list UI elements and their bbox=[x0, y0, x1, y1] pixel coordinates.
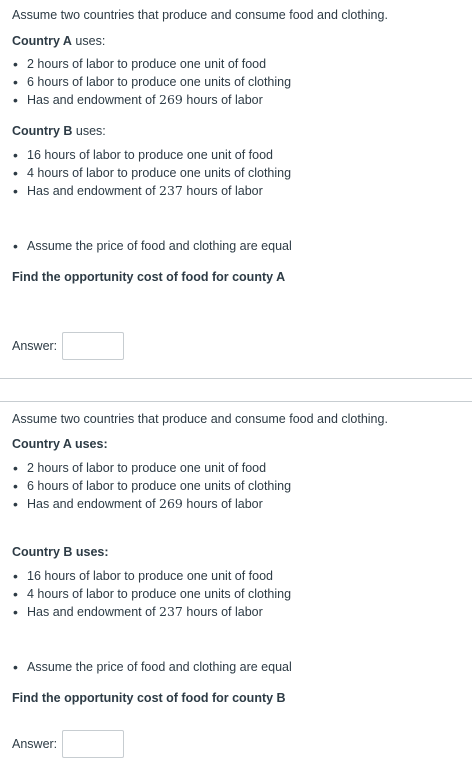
item-text: Has and endowment of bbox=[27, 605, 160, 619]
list-item bbox=[12, 146, 291, 164]
country-a-list bbox=[12, 55, 291, 109]
item-text: 16 hours of labor to produce one unit of food bbox=[27, 148, 274, 162]
list-item bbox=[12, 603, 291, 621]
country-a-list bbox=[12, 459, 291, 513]
answer-input[interactable] bbox=[62, 730, 124, 758]
assumption-text: Assume the price of food and clothing are equal bbox=[27, 239, 292, 253]
list-item bbox=[12, 495, 291, 513]
list-item bbox=[12, 459, 291, 477]
list-item bbox=[12, 164, 291, 182]
answer-label: Answer: bbox=[12, 737, 58, 751]
answer-row bbox=[12, 730, 124, 758]
question-prompt: Find the opportunity cost of food for county B bbox=[12, 691, 286, 705]
endowment-value: 269 bbox=[159, 92, 183, 107]
item-text: 2 hours of labor to produce one unit of food bbox=[27, 57, 267, 71]
endowment-value: 237 bbox=[159, 183, 183, 198]
country-a-suffix: uses: bbox=[71, 34, 106, 48]
item-text: 2 hours of labor to produce one unit of food bbox=[27, 461, 267, 475]
list-item bbox=[12, 182, 291, 200]
item-text: hours of labor bbox=[182, 93, 263, 107]
country-b-name: Country B bbox=[12, 124, 73, 138]
endowment-value: 237 bbox=[159, 604, 183, 619]
item-text: Has and endowment of bbox=[27, 497, 160, 511]
item-text: hours of labor bbox=[182, 605, 263, 619]
assumption-list bbox=[12, 237, 292, 255]
list-item bbox=[12, 477, 291, 495]
item-text: Has and endowment of bbox=[27, 184, 160, 198]
assumption-list bbox=[12, 658, 292, 676]
question-intro: Assume two countries that produce and consume food and clothing. bbox=[12, 8, 388, 22]
country-b-name: Country B uses: bbox=[12, 545, 109, 559]
answer-row bbox=[12, 332, 124, 360]
answer-input[interactable] bbox=[62, 332, 124, 360]
country-b-list bbox=[12, 146, 291, 200]
item-text: Has and endowment of bbox=[27, 93, 160, 107]
country-b-heading bbox=[12, 545, 109, 559]
list-item bbox=[12, 237, 292, 255]
list-item bbox=[12, 73, 291, 91]
divider bbox=[0, 378, 472, 379]
country-a-name: Country A bbox=[12, 34, 72, 48]
list-item bbox=[12, 585, 291, 603]
item-text: hours of labor bbox=[182, 184, 263, 198]
list-item bbox=[12, 91, 291, 109]
item-text: 4 hours of labor to produce one units of clothing bbox=[27, 166, 292, 180]
list-item bbox=[12, 658, 292, 676]
assumption-text: Assume the price of food and clothing are equal bbox=[27, 660, 292, 674]
item-text: 6 hours of labor to produce one units of clothing bbox=[27, 479, 292, 493]
country-a-heading bbox=[12, 34, 105, 48]
country-b-heading bbox=[12, 124, 106, 138]
question-intro: Assume two countries that produce and consume food and clothing. bbox=[12, 412, 388, 426]
divider bbox=[0, 401, 472, 402]
list-item bbox=[12, 567, 291, 585]
country-b-suffix: uses: bbox=[72, 124, 106, 138]
answer-label: Answer: bbox=[12, 339, 58, 353]
country-b-list bbox=[12, 567, 291, 621]
item-text: 4 hours of labor to produce one units of clothing bbox=[27, 587, 292, 601]
country-a-name: Country A uses: bbox=[12, 437, 108, 451]
country-a-heading bbox=[12, 437, 108, 451]
question-prompt: Find the opportunity cost of food for county A bbox=[12, 270, 286, 284]
item-text: 6 hours of labor to produce one units of clothing bbox=[27, 75, 292, 89]
list-item bbox=[12, 55, 291, 73]
item-text: hours of labor bbox=[182, 497, 263, 511]
endowment-value: 269 bbox=[159, 496, 183, 511]
item-text: 16 hours of labor to produce one unit of food bbox=[27, 569, 274, 583]
